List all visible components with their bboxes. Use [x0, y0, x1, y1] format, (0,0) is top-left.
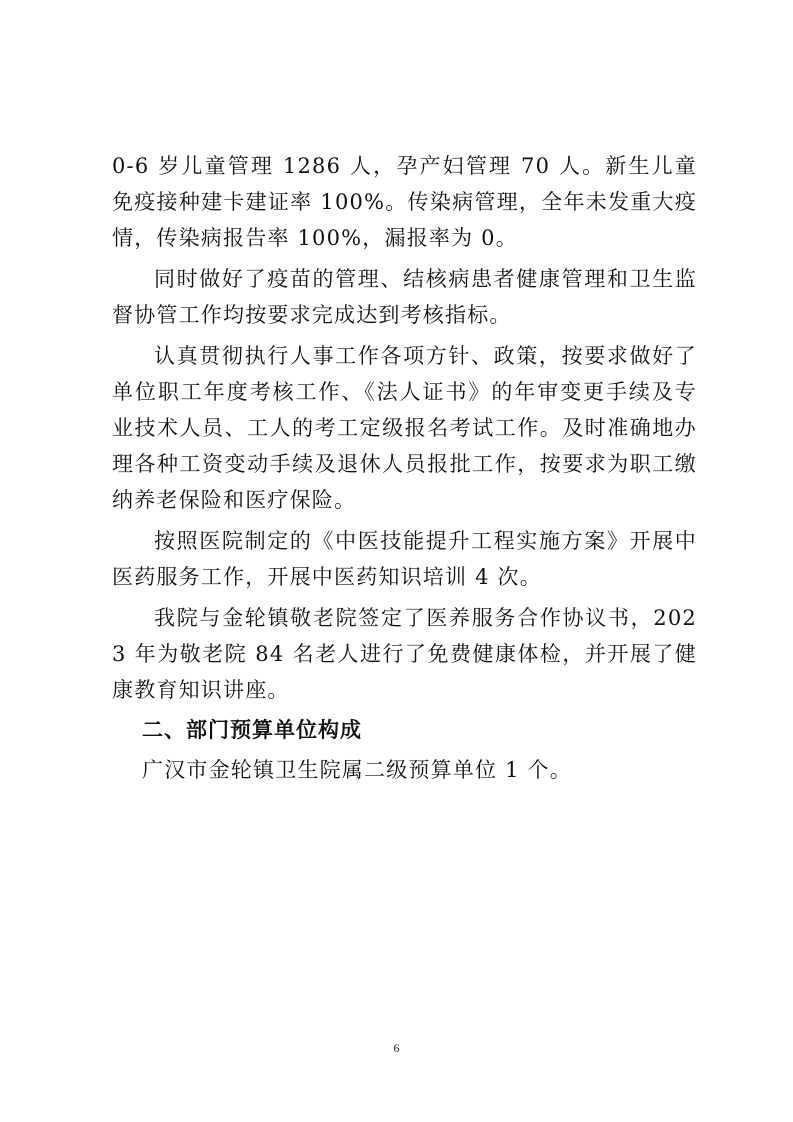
paragraph-vaccine-management: 同时做好了疫苗的管理、结核病患者健康管理和卫生监督协管工作均按要求完成达到考核指标。: [112, 267, 697, 327]
section-heading: 二、部门预算单位构成: [142, 718, 362, 742]
document-body: [112, 148, 697, 788]
paragraph-tcm-services: 按照医院制定的《中医技能提升工程实施方案》开展中医药服务工作，开展中医药知识培训 4 次。: [112, 529, 697, 589]
paragraph-nursing-home-cooperation: 我院与金轮镇敬老院签定了医养服务合作协议书，2023 年为敬老院 84 名老人进行了免费健康体检，并开展了健康教育知识讲座。: [112, 606, 697, 702]
paragraph-personnel-work: 认真贯彻执行人事工作各项方针、政策，按要求做好了单位职工年度考核工作、《法人证书》的年审变更手续及专业技术人员、工人的考工定级报名考试工作。及时准确地办理各种工资变动手续及退休人员报批工作，按要求为职工缴纳养老保险和医疗保险。: [112, 344, 697, 512]
paragraph-child-health-statistics: 0-6 岁儿童管理 1286 人，孕产妇管理 70 人。新生儿童免疫接种建卡建证率 100%。传染病管理，全年未发重大疫情，传染病报告率 100%，漏报率为 0。: [112, 154, 697, 250]
page-number: 6: [393, 1041, 400, 1055]
section-text: 广汉市金轮镇卫生院属二级预算单位 1 个。: [142, 758, 572, 782]
